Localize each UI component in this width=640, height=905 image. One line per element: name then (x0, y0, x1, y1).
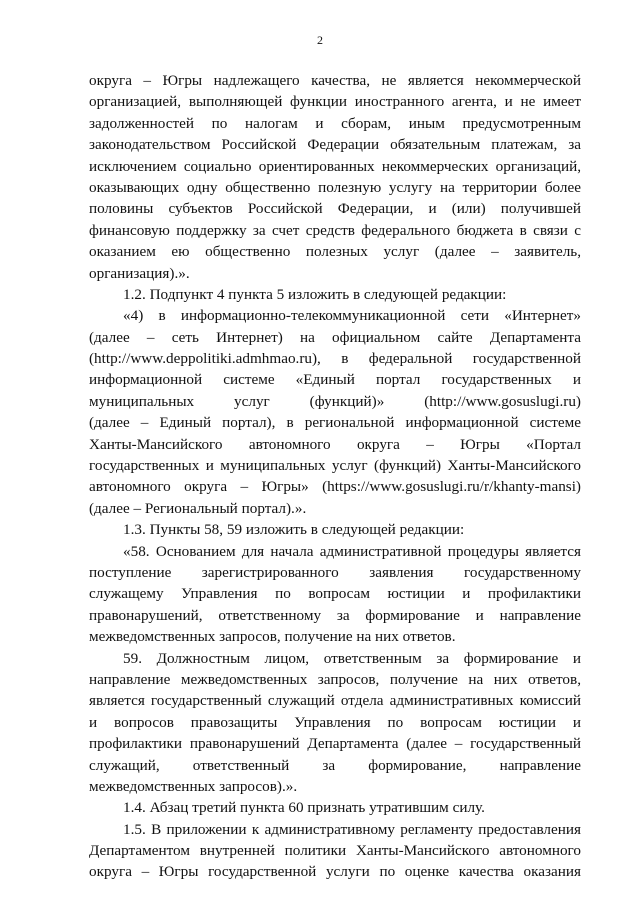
text-line: служащий, ответственный за формирование, направление (89, 756, 581, 774)
text-line: (далее – Единый портал), в региональной информационной системе (89, 414, 581, 432)
text-line: организация).». (89, 264, 190, 282)
text-line: служащему Управления по вопросам юстиции и профилактики (89, 585, 581, 603)
text-line: муниципальных услуг (функций)» (http://www.gosuslugi.ru) (89, 392, 581, 410)
text-line: 1.3. Пункты 58, 59 изложить в следующей редакции: (123, 521, 465, 539)
text-line: половины субъектов Российской Федерации, и (или) получившей (89, 200, 581, 218)
text-line: исключением социально ориентированных некоммерческих организаций, (89, 157, 581, 175)
text-line: и вопросов правозащиты Управления по вопросам юстиции и (89, 713, 581, 731)
text-line: направление межведомственных запросов, получение на них ответов, (89, 670, 581, 688)
text-line: профилактики правонарушений Департамента (далее – государственный (89, 735, 581, 753)
text-line: является государственный служащий отдела административных комиссий (89, 692, 581, 710)
text-line: (далее – сеть Интернет) на официальном сайте Департамента (89, 328, 581, 346)
text-line: 1.5. В приложении к административному регламенту предоставления (123, 820, 581, 838)
document-body (89, 70, 581, 883)
text-line: оказывающих одну общественно полезную услугу на территории более (89, 178, 581, 196)
text-line: межведомственных запросов, получение на них ответов. (89, 628, 456, 646)
text-line: «4) в информационно-телекоммуникационной сети «Интернет» (123, 307, 581, 325)
text-line: Департаментом внутренней политики Ханты-Мансийского автономного (89, 842, 581, 860)
text-line: 59. Должностным лицом, ответственным за формирование и (123, 649, 581, 667)
text-line: задолженностей по налогам и сборам, иным предусмотренным (89, 114, 581, 132)
text-line: 1.4. Абзац третий пункта 60 признать утратившим силу. (123, 799, 485, 817)
text-line: автономного округа – Югры» (https://www.gosuslugi.ru/r/khanty-mansi) (89, 478, 581, 496)
text-line: информационной системе «Единый портал государственных и (89, 371, 581, 389)
text-line: 1.2. Подпункт 4 пункта 5 изложить в следующей редакции: (123, 285, 507, 303)
text-line: (http://www.deppolitiki.admhmao.ru), в федеральной государственной (89, 350, 581, 368)
text-line: округа – Югры государственной услуги по оценке качества оказания (89, 863, 581, 881)
text-line: законодательством Российской Федерации обязательным платежам, за (89, 136, 581, 154)
text-line: «58. Основанием для начала административной процедуры является (123, 542, 581, 560)
text-line: организацией, выполняющей функции иностранного агента, и не имеет (89, 93, 581, 111)
text-line: оказанием ею общественно полезных услуг (далее – заявитель, (89, 243, 581, 261)
page-number: 2 (317, 33, 323, 47)
text-line: правонарушений, ответственному за формирование и направление (89, 606, 581, 624)
text-line: Ханты-Мансийского автономного округа – Югры «Портал (89, 435, 581, 453)
text-line: округа – Югры надлежащего качества, не является некоммерческой (89, 72, 581, 89)
text-line: поступление зарегистрированного заявления государственному (89, 563, 581, 581)
text-line: государственных и муниципальных услуг (функций) Ханты-Мансийского (89, 457, 581, 475)
text-line: межведомственных запросов).». (89, 777, 298, 795)
text-line: (далее – Региональный портал).». (89, 499, 307, 517)
text-line: финансовую поддержку за счет средств федерального бюджета в связи с (89, 221, 581, 239)
